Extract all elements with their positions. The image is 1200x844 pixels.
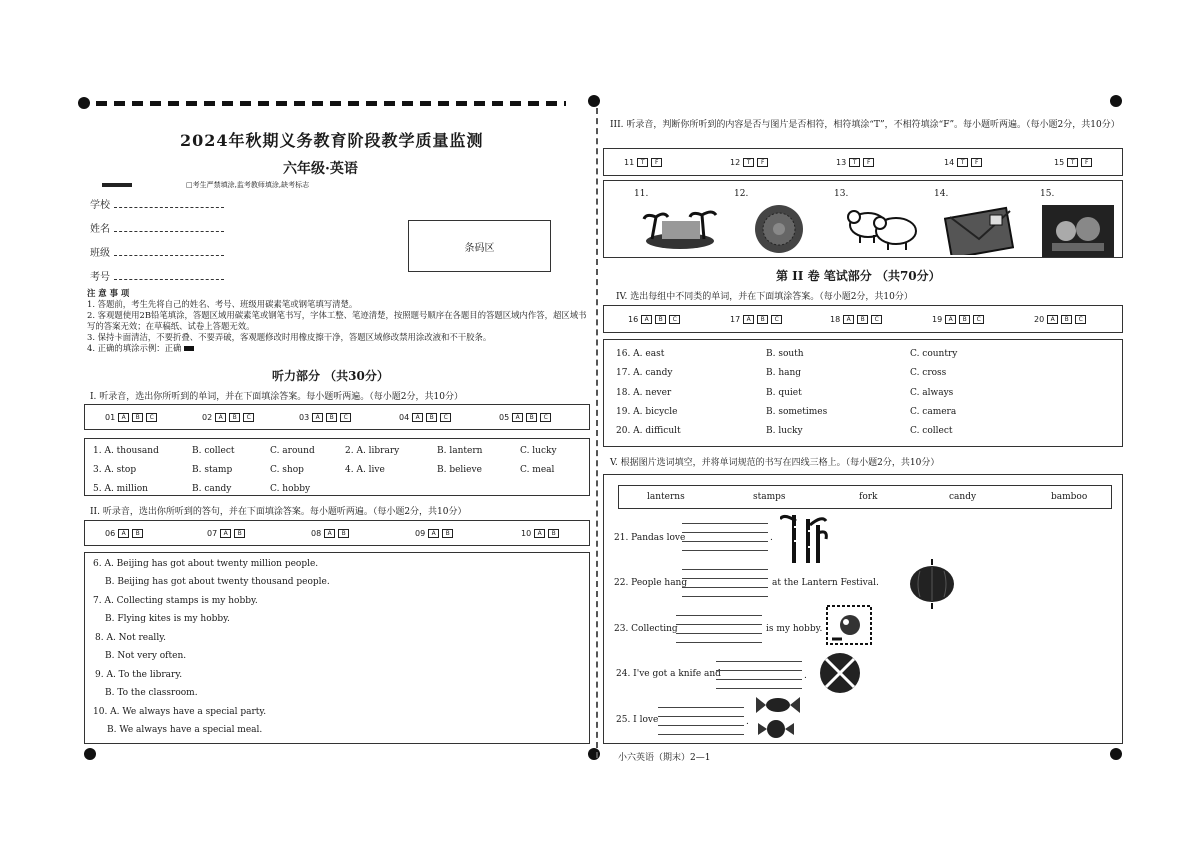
envelope-picture (944, 205, 1014, 255)
option: 5. A. million (93, 484, 148, 494)
option: B. Beijing has got about twenty thousand people. (105, 577, 330, 587)
option: 2. A. library (345, 446, 400, 456)
answer-25-lines[interactable] (658, 699, 744, 735)
corner-dot (84, 748, 96, 760)
option: B. collect (192, 446, 235, 456)
answer-05[interactable]: 05 A B C (499, 413, 551, 422)
pic-number: 13. (834, 189, 849, 199)
answer-18[interactable]: 18 A B C (830, 315, 882, 324)
exam-subtitle: 六年级·英语 (283, 161, 358, 177)
pic-number: 14. (934, 189, 949, 199)
option: 7. A. Collecting stamps is my hobby. (93, 596, 258, 606)
sec5-area (603, 474, 1123, 744)
option: B. Not very often. (105, 651, 187, 661)
sec3-answer-row (603, 148, 1123, 176)
sec2-title: II. 听录音，选出你所听到的答句，并在下面填涂答案。每小题听两遍。（每小题2分，共10分） (90, 507, 467, 517)
sec2-options (84, 552, 590, 744)
mooncake-picture (752, 203, 806, 255)
bamboo-picture (780, 511, 828, 565)
option: B. We always have a special meal. (107, 725, 263, 735)
answer-01[interactable]: 01 A B C (105, 413, 157, 422)
answer-09[interactable]: 09 A B (415, 529, 453, 538)
notes-title: 注 意 事 项 (87, 288, 130, 298)
corner-dot (588, 95, 600, 107)
option: C. hobby (270, 484, 311, 494)
option: B. lantern (437, 446, 483, 456)
question-25-end: . (746, 717, 749, 727)
option: C. always (910, 388, 954, 398)
option: 4. A. live (345, 465, 385, 475)
field-name: 姓名 (90, 220, 224, 235)
option: 18. A. never (616, 388, 672, 398)
option: B. stamp (192, 465, 233, 475)
option: 6. A. Beijing has got about twenty million people. (93, 559, 319, 569)
option: B. believe (437, 465, 482, 475)
word-bank-item: candy (949, 492, 977, 502)
island-picture (642, 203, 718, 251)
answer-22-lines[interactable] (682, 561, 768, 597)
absent-note: □考生严禁填涂,监考教师填涂,缺考标志 (186, 181, 310, 189)
answer-13[interactable]: 13 T F (836, 158, 874, 167)
sec1-options (84, 438, 590, 496)
option: 10. A. We always have a special party. (93, 707, 267, 717)
question-24-end: . (804, 671, 807, 681)
answer-10[interactable]: 10 A B (521, 529, 559, 538)
answer-03[interactable]: 03 A B C (299, 413, 351, 422)
option: B. lucky (766, 426, 803, 436)
note-item: 1. 答题前，考生先将自己的姓名、考号、班级用碳素笔或钢笔填写清楚。 (87, 299, 358, 309)
answer-17[interactable]: 17 A B C (730, 315, 782, 324)
option: C. country (910, 349, 958, 359)
option: B. candy (192, 484, 232, 494)
answer-04[interactable]: 04 A B C (399, 413, 451, 422)
sec4-title: IV. 选出每组中不同类的单词，并在下面填涂答案。（每小题2分，共10分） (616, 292, 913, 302)
corner-dot (78, 97, 90, 109)
option: C. lucky (520, 446, 557, 456)
school-input[interactable] (114, 207, 224, 208)
option: 19. A. bicycle (616, 407, 678, 417)
barcode-label: 条码区 (464, 242, 495, 254)
option: B. sometimes (766, 407, 828, 417)
answer-07[interactable]: 07 A B (207, 529, 245, 538)
sec4-options (603, 339, 1123, 447)
answer-21-lines[interactable] (682, 515, 768, 551)
stamp-picture (826, 605, 872, 645)
sec3-title: III. 听录音，判断你所听到的内容是否与图片是否相符，相符填涂“T”，不相符填涂“F”。每小题听两遍。（每小题2分，共10分） (610, 120, 1120, 130)
option: 8. A. Not really. (95, 633, 166, 643)
pic-number: 15. (1040, 189, 1055, 199)
barcode-area (408, 220, 551, 272)
answer-23-lines[interactable] (676, 607, 762, 643)
word-bank-item: lanterns (647, 492, 685, 502)
option: C. cross (910, 368, 947, 378)
question-21-end: . (770, 533, 773, 543)
exam-id-input[interactable] (114, 279, 224, 280)
note-item: 2. 客观题使用2B铅笔填涂，答题区域用碳素笔或钢笔书写，字体工整、笔迹清楚，按照题号顺序在各题目的答题区域内作答，超区域书写的答案无效；在草稿纸、试卷上答题无效。 (87, 310, 587, 331)
answer-20[interactable]: 20 A B C (1034, 315, 1086, 324)
answer-19[interactable]: 19 A B C (932, 315, 984, 324)
written-title: 第 II 卷 笔试部分 （共70分） (776, 269, 941, 283)
option: C. around (270, 446, 315, 456)
dashed-top-line (96, 101, 566, 106)
column-divider (596, 108, 598, 758)
sec4-answer-row (603, 305, 1123, 333)
option: B. quiet (766, 388, 802, 398)
sec5-title: V. 根据图片选词填空，并将单词规范的书写在四线三格上。（每小题2分，共10分） (610, 458, 940, 468)
sec1-title: I. 听录音，选出你所听到的单词，并在下面填涂答案。每小题听两遍。（每小题2分，共10分） (90, 392, 463, 402)
corner-dot (588, 748, 600, 760)
answer-24-lines[interactable] (716, 653, 802, 689)
pic-number: 11. (634, 189, 649, 199)
sec2-answer-row (84, 520, 590, 546)
candy-picture (754, 693, 814, 743)
filled-bubble-example (184, 346, 194, 351)
exam-title: 2024年秋期义务教育阶段教学质量监测 (180, 131, 484, 150)
answer-06[interactable]: 06 A B (105, 529, 143, 538)
option: 20. A. difficult (616, 426, 681, 436)
class-input[interactable] (114, 255, 224, 256)
answer-12[interactable]: 12 T F (730, 158, 768, 167)
corner-dot (1110, 95, 1122, 107)
sec1-answer-row (84, 404, 590, 430)
page-footer: 小六英语（期末）2—1 (618, 753, 711, 763)
option: B. south (766, 349, 804, 359)
option: 17. A. candy (616, 368, 673, 378)
notes (87, 288, 587, 354)
question-22: 22. People hang (614, 578, 688, 588)
corner-dot (1110, 748, 1122, 760)
question-23-end: is my hobby. (766, 624, 823, 634)
note-item: 4. 正确的填涂示例：正确 (87, 343, 587, 354)
answer-02[interactable]: 02 A B C (202, 413, 254, 422)
word-bank-item: bamboo (1051, 492, 1088, 502)
word-bank (618, 485, 1112, 509)
option: 16. A. east (616, 349, 665, 359)
field-school: 学校 (90, 196, 224, 211)
word-bank-item: fork (859, 492, 878, 502)
option: B. Flying kites is my hobby. (105, 614, 230, 624)
option: B. To the classroom. (105, 688, 198, 698)
field-exam-id: 考号 (90, 268, 224, 283)
option: C. shop (270, 465, 304, 475)
fork-knife-picture (818, 651, 862, 695)
question-22-end: at the Lantern Festival. (772, 578, 879, 588)
lantern-picture (908, 559, 956, 609)
absent-marks (102, 183, 132, 192)
field-class: 班级 (90, 244, 224, 259)
question-25: 25. I love (616, 715, 659, 725)
option: 3. A. stop (93, 465, 137, 475)
answer-11[interactable]: 11 T F (624, 158, 662, 167)
sheep-picture (844, 203, 920, 251)
option: 9. A. To the library. (95, 670, 183, 680)
option: C. collect (910, 426, 953, 436)
answer-08[interactable]: 08 A B (311, 529, 349, 538)
sec3-pictures (603, 180, 1123, 258)
option: C. camera (910, 407, 957, 417)
option: 1. A. thousand (93, 446, 159, 456)
name-input[interactable] (114, 231, 224, 232)
listening-title: 听力部分 （共30分） (272, 369, 389, 383)
answer-16[interactable]: 16 A B C (628, 315, 680, 324)
festival-picture (1042, 205, 1114, 257)
option: B. hang (766, 368, 802, 378)
question-23: 23. Collecting (614, 624, 678, 634)
word-bank-item: stamps (753, 492, 786, 502)
answer-14[interactable]: 14 T F (944, 158, 982, 167)
question-21: 21. Pandas love (614, 533, 686, 543)
pic-number: 12. (734, 189, 749, 199)
answer-15[interactable]: 15 T F (1054, 158, 1092, 167)
note-item: 3. 保持卡面清洁，不要折叠、不要弄破，客观题修改时用橡皮擦干净，答题区域修改禁用涂改液和不干胶条。 (87, 332, 492, 342)
option: C. meal (520, 465, 555, 475)
question-24: 24. I've got a knife and (616, 669, 721, 679)
